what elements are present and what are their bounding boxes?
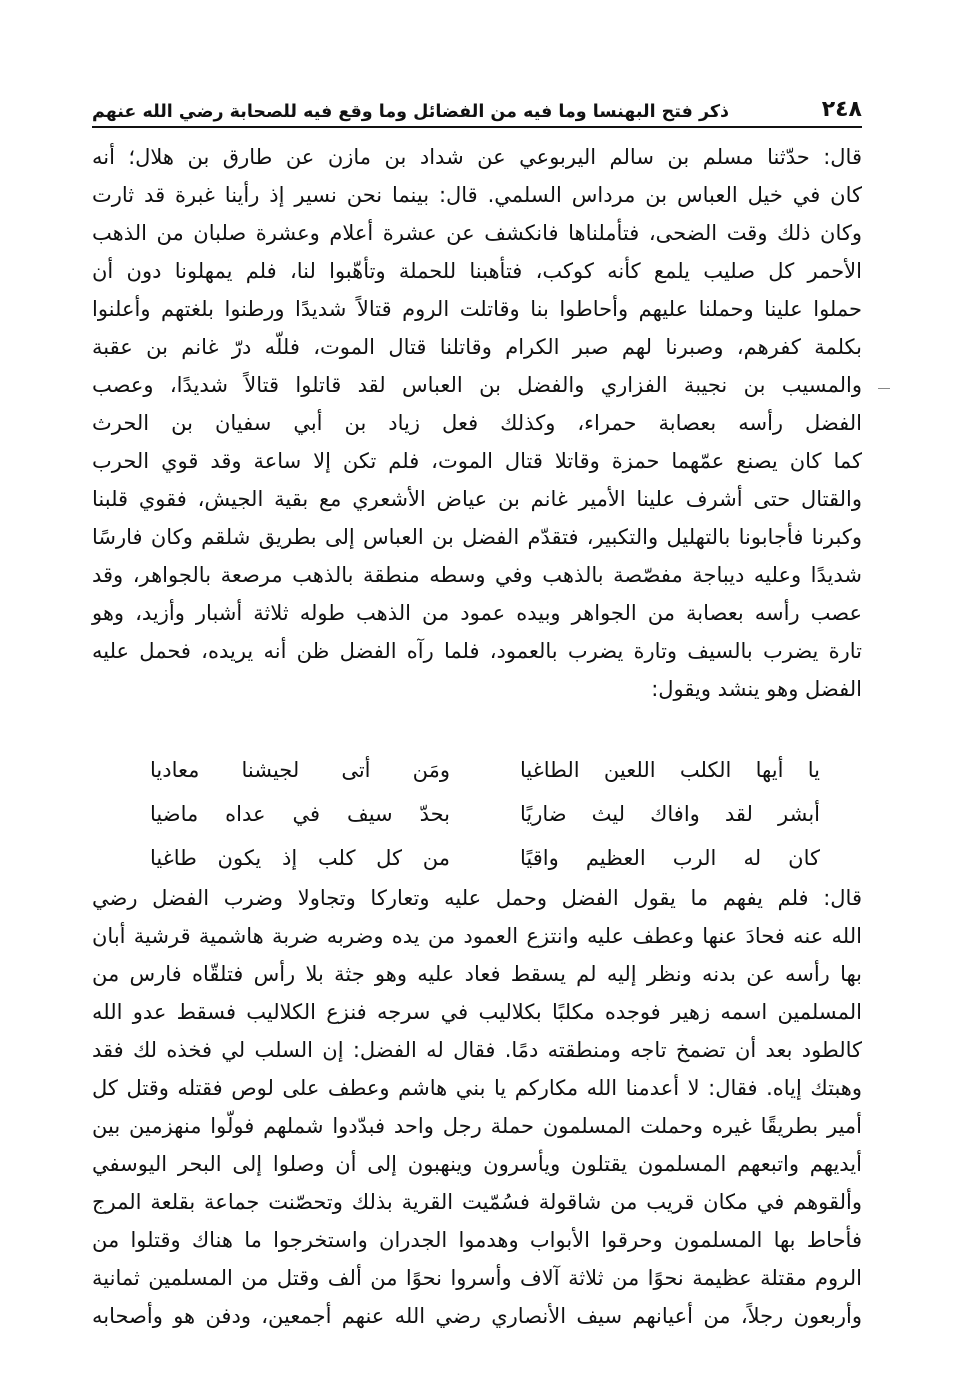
- text-line: كما كان يصنع عمّهما حمزة وقاتلا قتال الموت، فلم تكن إلا ساعة وقد قوي الحرب: [92, 449, 862, 473]
- text-line: قال: فلم يفهم ما يقول الفضل وحمل عليه وتعاركا وتجاولا وضرب الفضل رضي: [92, 886, 862, 910]
- page-number: ٢٤٨: [821, 97, 862, 122]
- text-line: الروم مقتلة عظيمة نحوًا من ثلاثة آلاف وأسروا نحوًا من ألف وقتل من المسلمين ثمانية: [92, 1266, 862, 1290]
- text-line: حملوا علينا وحملنا عليهم وأحاطوا بنا وقاتلت الروم قتالاً شديدًا ورطنوا بلغتهم وأعلنوا: [92, 297, 862, 321]
- text-line: بكلمة كفرهم، وصبرنا لهم صبر الكرام وقاتلنا قتال الموت، فللّه درّ غانم بن عقبة: [92, 335, 862, 359]
- verse-first-half: كان له الرب العظيم واقيًا: [520, 846, 820, 870]
- verse-first-half: يا أيها الكلب اللعين الطاغيا: [520, 758, 820, 782]
- text-line: الأحمر كل صليب يلمع كأنه كوكب، فتأهبنا للحملة وتأهّبوا لنا، فلم يمهلونا دون أن: [92, 259, 862, 283]
- text-line: كالطود بعد أن تضمخ تاجه ومنطقته دمًا. فقال له الفضل: إن السلب لي فخذه لك فقد: [92, 1038, 862, 1062]
- text-line: الفضل رأسه بعصابة حمراء، وكذلك فعل زياد بن أبي سفيان بن الحرث: [92, 411, 862, 435]
- text-line: بها رأسه عن بدنه ونظر إليه لم يسقط فعاد عليه وهو جثة بلا رأس فتلقّاه فارس من: [92, 962, 862, 986]
- paragraph-2: [92, 879, 862, 1335]
- text-line: أيديهم واتبعهم المسلمون يقتلون ويأسرون وينهبون إلى أن وصلوا إلى البحر اليوسفي: [92, 1152, 862, 1176]
- poem-verse: [150, 748, 820, 792]
- verse-second-half: من كل كلب إذ يكون طاغيا: [150, 846, 450, 870]
- text-line: وكان ذلك وقت الضحى، فتأملناها فانكشف عن عشرة أعلام وعشرة صلبان من الذهب: [92, 221, 862, 245]
- text-line: وأربعون رجلاً، من أعيانهم سيف الأنصاري رضي الله عنهم أجمعين، ودفن هو وأصحابه: [92, 1304, 862, 1328]
- paragraph-1: [92, 138, 862, 708]
- text-line: الله عنه فحادَ عنها وعطف عليه وانتزع العمود من يده وضربه ضربة هاشمية قرشية أبان: [92, 924, 862, 948]
- text-line: الفضل وهو ينشد ويقول:: [651, 677, 862, 701]
- running-title: ذكر فتح البهنسا وما فيه من الفضائل وما وقع فيه للصحابة رضي الله عنهم: [92, 102, 730, 122]
- poem: [150, 748, 820, 880]
- text-line: أمير بطريقًا غيره وحملت المسلمون حملة رجل واحد فبدّدوا شملهم فولّوا منهزمين بين: [92, 1114, 862, 1138]
- text-line: عصب رأسه بعصابة من الجواهر وبيده عمود من الذهب طوله ثلاثة أشبار وأزيد، وهو: [92, 601, 862, 625]
- text-line: المسلمين اسمه زهير فوجده مكلبًا بكلاليب في سرجه فنزع الكلاليب فسقط عدو الله: [92, 1000, 862, 1024]
- verse-second-half: ومَن أتى لجيشنا معاديا: [150, 758, 450, 782]
- text-line: قال: حدّثنا مسلم بن سالم اليربوعي عن شداد بن مازن عن طارق بن هلال؛ أنه: [92, 145, 862, 169]
- page-header: [92, 88, 862, 128]
- text-line: وكبرنا فأجابونا بالتهليل والتكبير، فتقدّم الفضل بن العباس إلى بطريق شلقم وكان فارسًا: [92, 525, 862, 549]
- text-line: والقتال حتى أشرف علينا الأمير غانم بن عياض الأشعري مع بقية الجيش، فقوي قلبنا: [92, 487, 862, 511]
- verse-first-half: أبشر لقد وافاك ليث ضاريًا: [520, 802, 820, 826]
- text-line: وهبتك إياه. فقال: لا أعدمنا الله مكاركم يا بني هاشم وعطف على لوص فقتله وقتل كل: [92, 1076, 862, 1100]
- text-line: كان في خيل العباس بن مرداس السلمي. قال: بينما نحن نسير إذ رأينا غبرة قد ثارت: [92, 183, 862, 207]
- text-line: والمسيب بن نجيبة الفزاري والفضل بن العباس لقد قاتلوا قتالاً شديدًا، وعصب: [92, 373, 862, 397]
- text-line: تارة يضرب بالسيف وتارة يضرب بالعمود، فلما رآه الفضل ظن أنه يريده، فحمل عليه: [92, 639, 862, 663]
- verse-second-half: بحدّ سيف في عداه ماضيا: [150, 802, 450, 826]
- text-line: وألقوهم في مكان قريب من شاقولة فسُمّيت القرية بذلك وتحصّنت جماعة بقلعة المرج: [92, 1190, 862, 1214]
- poem-verse: [150, 836, 820, 880]
- text-line: فأحاط بها المسلمون وحرقوا الأبواب وهدموا الجدران واستخرجوا ما هناك وقتلوا من: [92, 1228, 862, 1252]
- poem-verse: [150, 792, 820, 836]
- margin-mark: [878, 388, 890, 389]
- text-line: شديدًا وعليه ديباجة مفصّصة بالذهب وفي وسطه منطقة بالذهب مرصعة بالجواهر، وقد: [92, 563, 862, 587]
